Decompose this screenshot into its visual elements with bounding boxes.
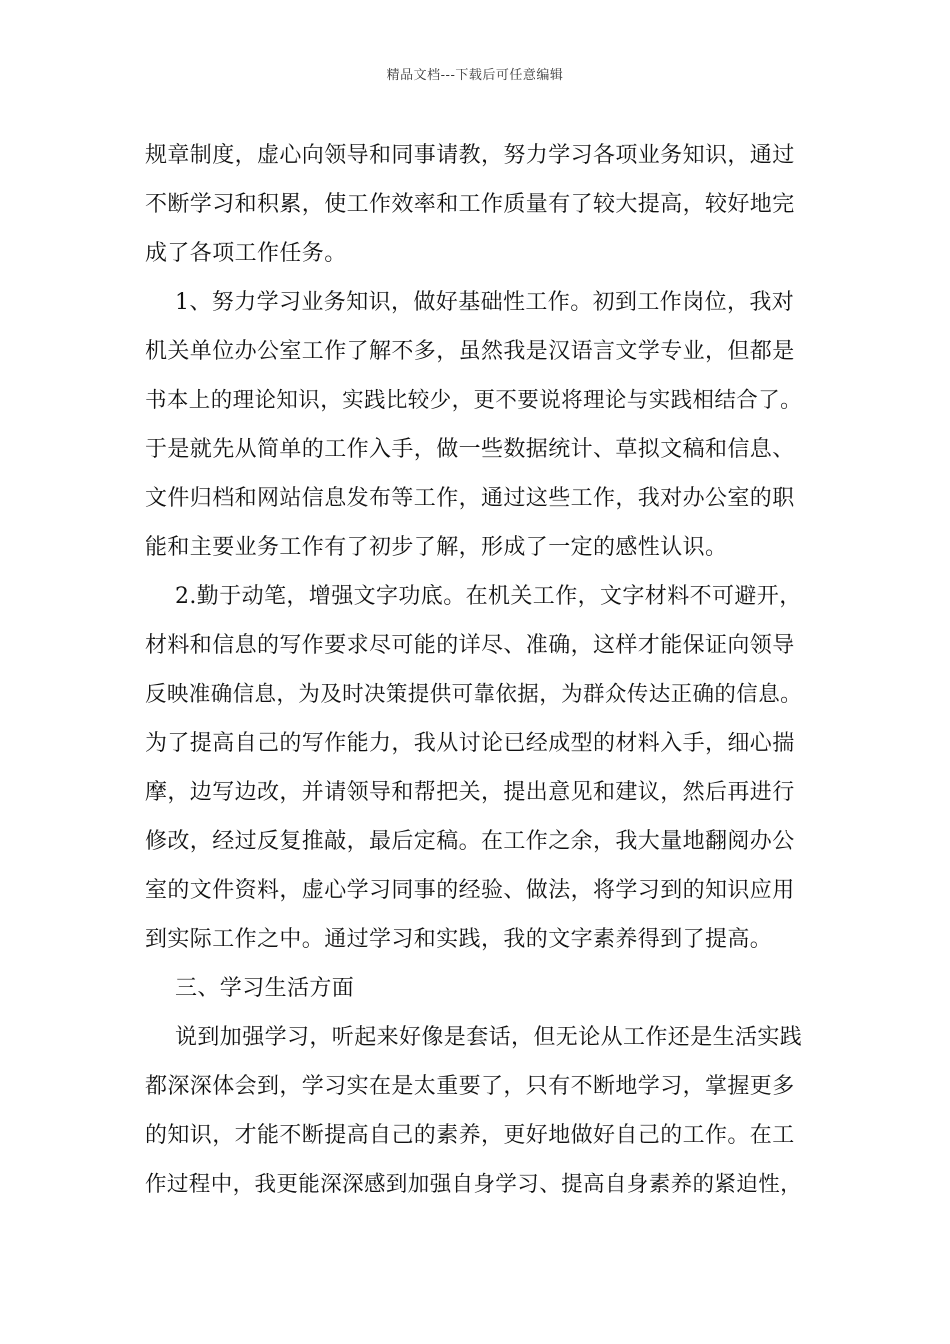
document-body — [145, 131, 810, 1209]
page-header: 精品文档---下载后可任意编辑 — [386, 68, 564, 83]
text-line: 的知识，才能不断提高自己的素养，更好地做好自己的工作。在工 — [145, 1123, 795, 1148]
text-line: 到实际工作之中。通过学习和实践，我的文字素养得到了提高。 — [145, 927, 773, 952]
text-line: 三、学习生活方面 — [175, 976, 355, 1001]
text-line: 规章制度，虚心向领导和同事请教，努力学习各项业务知识，通过 — [145, 143, 795, 168]
text-line: 书本上的理论知识，实践比较少，更不要说将理论与实践相结合了。 — [145, 388, 803, 413]
text-line: 于是就先从简单的工作入手，做一些数据统计、草拟文稿和信息、 — [145, 437, 795, 462]
text-line: 都深深体会到，学习实在是太重要了，只有不断地学习，掌握更多 — [145, 1074, 795, 1099]
text-line: 1、努力学习业务知识，做好基础性工作。初到工作岗位，我对 — [175, 290, 795, 315]
text-line: 为了提高自己的写作能力，我从讨论已经成型的材料入手，细心揣 — [145, 731, 795, 756]
text-line: 成了各项工作任务。 — [145, 241, 347, 266]
text-line: 材料和信息的写作要求尽可能的详尽、准确，这样才能保证向领导 — [145, 633, 795, 658]
text-line: 2.勤于动笔，增强文字功底。在机关工作，文字材料不可避开， — [175, 584, 802, 609]
text-line: 摩，边写边改，并请领导和帮把关，提出意见和建议，然后再进行 — [145, 780, 795, 805]
text-line: 修改，经过反复推敲，最后定稿。在工作之余，我大量地翻阅办公 — [145, 829, 795, 854]
text-line: 文件归档和网站信息发布等工作，通过这些工作，我对办公室的职 — [145, 486, 795, 511]
text-line: 作过程中，我更能深深感到加强自身学习、提高自身素养的紧迫性， — [145, 1172, 803, 1197]
text-line: 反映准确信息，为及时决策提供可靠依据，为群众传达正确的信息。 — [145, 682, 803, 707]
text-line: 能和主要业务工作有了初步了解，形成了一定的感性认识。 — [145, 535, 728, 560]
text-line: 说到加强学习，听起来好像是套话，但无论从工作还是生活实践 — [175, 1025, 803, 1050]
text-line: 机关单位办公室工作了解不多，虽然我是汉语言文学专业，但都是 — [145, 339, 795, 364]
text-line: 不断学习和积累，使工作效率和工作质量有了较大提高，较好地完 — [145, 192, 795, 217]
text-line: 室的文件资料，虚心学习同事的经验、做法，将学习到的知识应用 — [145, 878, 795, 903]
